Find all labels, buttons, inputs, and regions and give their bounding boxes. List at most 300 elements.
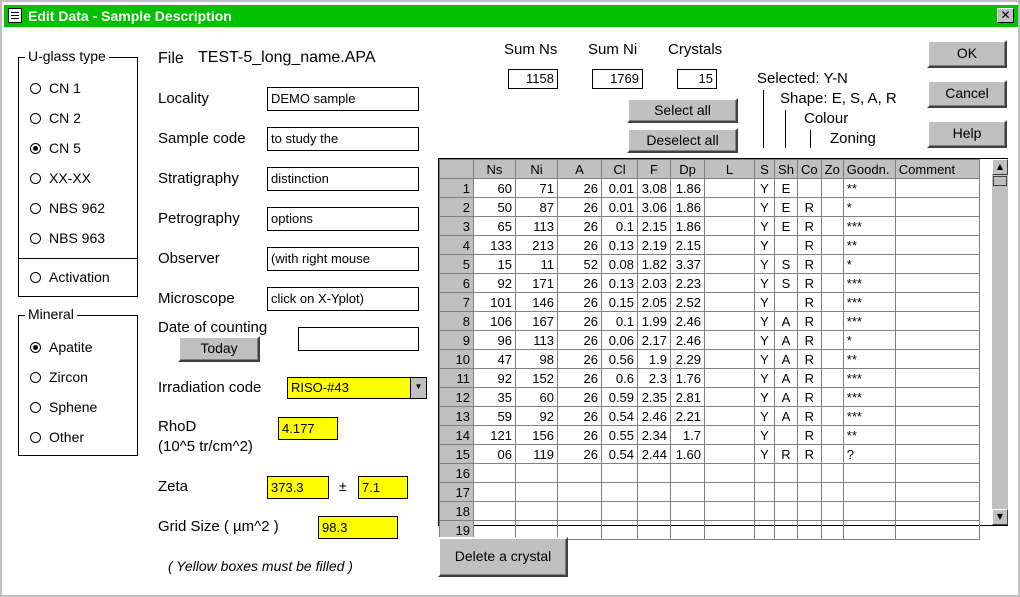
table-cell[interactable] — [895, 521, 979, 540]
table-cell[interactable]: E — [775, 217, 798, 236]
table-cell[interactable]: 2.35 — [638, 388, 671, 407]
table-cell[interactable]: 92 — [516, 407, 558, 426]
table-cell[interactable]: R — [775, 445, 798, 464]
scroll-thumb[interactable] — [993, 176, 1007, 186]
table-cell[interactable]: R — [798, 426, 822, 445]
table-cell[interactable]: 59 — [474, 407, 516, 426]
row-header[interactable]: 11 — [440, 369, 474, 388]
table-cell[interactable]: * — [843, 198, 895, 217]
table-cell[interactable]: 2.3 — [638, 369, 671, 388]
table-cell[interactable] — [895, 388, 979, 407]
table-cell[interactable] — [821, 407, 843, 426]
table-cell[interactable]: 0.55 — [602, 426, 638, 445]
table-cell[interactable]: Y — [755, 293, 775, 312]
table-cell[interactable] — [895, 236, 979, 255]
table-cell[interactable]: * — [843, 331, 895, 350]
table-cell[interactable]: 26 — [558, 445, 602, 464]
table-cell[interactable]: 2.21 — [671, 407, 705, 426]
column-header[interactable]: Ni — [516, 160, 558, 179]
microscope-field[interactable]: click on X-Yplot) — [267, 287, 419, 311]
table-cell[interactable] — [671, 521, 705, 540]
table-cell[interactable] — [798, 521, 822, 540]
table-cell[interactable] — [671, 464, 705, 483]
table-cell[interactable] — [821, 502, 843, 521]
table-cell[interactable] — [755, 502, 775, 521]
table-cell[interactable]: 2.52 — [671, 293, 705, 312]
grid-size-field[interactable]: 98.3 — [318, 516, 398, 539]
table-cell[interactable]: ** — [843, 236, 895, 255]
table-cell[interactable]: 2.34 — [638, 426, 671, 445]
radio-uglass-3[interactable] — [30, 170, 91, 188]
table-cell[interactable] — [895, 369, 979, 388]
column-header[interactable]: Sh — [775, 160, 798, 179]
table-cell[interactable]: R — [798, 388, 822, 407]
table-cell[interactable]: 121 — [474, 426, 516, 445]
table-row[interactable] — [440, 217, 980, 236]
scroll-down-icon[interactable]: ▼ — [992, 509, 1008, 525]
deselect-all-button[interactable]: Deselect all — [627, 128, 738, 153]
table-cell[interactable]: 26 — [558, 179, 602, 198]
row-header[interactable]: 5 — [440, 255, 474, 274]
table-row[interactable] — [440, 331, 980, 350]
table-row[interactable] — [440, 198, 980, 217]
table-cell[interactable] — [895, 179, 979, 198]
radio-uglass-1[interactable] — [30, 110, 81, 128]
table-cell[interactable] — [705, 198, 755, 217]
table-cell[interactable]: Y — [755, 369, 775, 388]
table-cell[interactable] — [705, 331, 755, 350]
table-cell[interactable]: A — [775, 312, 798, 331]
table-cell[interactable]: R — [798, 198, 822, 217]
table-cell[interactable] — [798, 464, 822, 483]
table-cell[interactable]: 50 — [474, 198, 516, 217]
table-cell[interactable] — [798, 502, 822, 521]
scroll-up-icon[interactable]: ▲ — [992, 159, 1008, 175]
table-cell[interactable]: 0.54 — [602, 445, 638, 464]
table-cell[interactable] — [821, 293, 843, 312]
table-cell[interactable]: 0.01 — [602, 198, 638, 217]
table-cell[interactable]: 113 — [516, 217, 558, 236]
vertical-scrollbar[interactable] — [992, 159, 1008, 525]
radio-mineral-1[interactable] — [30, 369, 88, 387]
row-header[interactable]: 18 — [440, 502, 474, 521]
table-cell[interactable]: 1.76 — [671, 369, 705, 388]
table-cell[interactable]: 2.29 — [671, 350, 705, 369]
table-cell[interactable] — [895, 274, 979, 293]
table-cell[interactable]: 1.60 — [671, 445, 705, 464]
table-cell[interactable]: 2.15 — [638, 217, 671, 236]
table-cell[interactable] — [602, 521, 638, 540]
table-cell[interactable] — [671, 483, 705, 502]
table-cell[interactable]: 98 — [516, 350, 558, 369]
table-cell[interactable]: 15 — [474, 255, 516, 274]
table-cell[interactable]: Y — [755, 407, 775, 426]
table-cell[interactable]: 26 — [558, 217, 602, 236]
table-cell[interactable]: 26 — [558, 198, 602, 217]
table-cell[interactable]: 0.54 — [602, 407, 638, 426]
table-row[interactable] — [440, 483, 980, 502]
table-cell[interactable] — [895, 483, 979, 502]
table-cell[interactable]: *** — [843, 369, 895, 388]
table-row[interactable] — [440, 464, 980, 483]
table-cell[interactable]: Y — [755, 350, 775, 369]
row-header[interactable]: 6 — [440, 274, 474, 293]
table-cell[interactable]: 3.06 — [638, 198, 671, 217]
table-cell[interactable]: ** — [843, 179, 895, 198]
table-cell[interactable]: 26 — [558, 369, 602, 388]
table-cell[interactable]: 1.7 — [671, 426, 705, 445]
table-cell[interactable]: R — [798, 274, 822, 293]
table-row[interactable] — [440, 255, 980, 274]
table-cell[interactable] — [755, 521, 775, 540]
table-cell[interactable]: S — [775, 255, 798, 274]
table-cell[interactable]: 60 — [516, 388, 558, 407]
table-cell[interactable] — [671, 502, 705, 521]
table-cell[interactable]: 26 — [558, 293, 602, 312]
table-cell[interactable]: A — [775, 369, 798, 388]
table-cell[interactable] — [602, 464, 638, 483]
table-cell[interactable]: 101 — [474, 293, 516, 312]
table-cell[interactable] — [602, 483, 638, 502]
row-header[interactable]: 3 — [440, 217, 474, 236]
radio-uglass-2[interactable] — [30, 140, 81, 158]
table-cell[interactable]: 213 — [516, 236, 558, 255]
table-cell[interactable]: S — [775, 274, 798, 293]
row-header[interactable]: 12 — [440, 388, 474, 407]
table-cell[interactable]: 96 — [474, 331, 516, 350]
table-cell[interactable]: 11 — [516, 255, 558, 274]
table-cell[interactable]: 1.82 — [638, 255, 671, 274]
table-cell[interactable] — [705, 502, 755, 521]
table-cell[interactable]: 26 — [558, 350, 602, 369]
row-header[interactable]: 17 — [440, 483, 474, 502]
column-header[interactable]: F — [638, 160, 671, 179]
table-cell[interactable] — [474, 464, 516, 483]
table-cell[interactable]: *** — [843, 217, 895, 236]
table-cell[interactable] — [705, 312, 755, 331]
table-cell[interactable]: *** — [843, 293, 895, 312]
table-cell[interactable] — [821, 274, 843, 293]
column-header[interactable]: L — [705, 160, 755, 179]
table-cell[interactable] — [775, 483, 798, 502]
table-cell[interactable] — [821, 236, 843, 255]
table-cell[interactable] — [775, 521, 798, 540]
table-cell[interactable]: 133 — [474, 236, 516, 255]
table-cell[interactable]: 71 — [516, 179, 558, 198]
table-cell[interactable] — [638, 521, 671, 540]
table-cell[interactable] — [895, 331, 979, 350]
table-cell[interactable]: 92 — [474, 274, 516, 293]
table-cell[interactable] — [821, 331, 843, 350]
locality-field[interactable]: DEMO sample — [267, 87, 419, 111]
table-cell[interactable]: 146 — [516, 293, 558, 312]
table-cell[interactable]: R — [798, 331, 822, 350]
irradiation-combo[interactable] — [287, 377, 427, 399]
table-cell[interactable]: 167 — [516, 312, 558, 331]
table-cell[interactable] — [843, 483, 895, 502]
row-header[interactable]: 10 — [440, 350, 474, 369]
table-cell[interactable] — [821, 312, 843, 331]
table-cell[interactable]: 1.99 — [638, 312, 671, 331]
table-cell[interactable]: 26 — [558, 426, 602, 445]
chevron-down-icon[interactable]: ▼ — [410, 378, 426, 398]
table-cell[interactable]: 26 — [558, 388, 602, 407]
table-cell[interactable]: Y — [755, 274, 775, 293]
table-row[interactable] — [440, 293, 980, 312]
help-button[interactable]: Help — [927, 120, 1007, 148]
table-cell[interactable] — [895, 407, 979, 426]
table-cell[interactable]: 119 — [516, 445, 558, 464]
table-cell[interactable] — [705, 407, 755, 426]
observer-field[interactable]: (with right mouse — [267, 247, 419, 271]
table-cell[interactable]: A — [775, 388, 798, 407]
table-cell[interactable]: 52 — [558, 255, 602, 274]
table-row[interactable] — [440, 502, 980, 521]
column-header[interactable]: Ns — [474, 160, 516, 179]
table-cell[interactable]: 1.86 — [671, 198, 705, 217]
today-button[interactable]: Today — [178, 336, 260, 362]
table-cell[interactable]: R — [798, 312, 822, 331]
table-cell[interactable]: *** — [843, 274, 895, 293]
table-cell[interactable] — [705, 445, 755, 464]
table-cell[interactable] — [705, 236, 755, 255]
table-cell[interactable] — [821, 464, 843, 483]
row-header[interactable]: 9 — [440, 331, 474, 350]
table-cell[interactable]: R — [798, 445, 822, 464]
table-cell[interactable]: 06 — [474, 445, 516, 464]
table-cell[interactable]: E — [775, 179, 798, 198]
table-cell[interactable] — [755, 483, 775, 502]
table-cell[interactable] — [895, 293, 979, 312]
table-cell[interactable] — [821, 255, 843, 274]
table-cell[interactable]: 2.46 — [671, 312, 705, 331]
radio-uglass-0[interactable] — [30, 80, 81, 98]
table-cell[interactable] — [821, 179, 843, 198]
table-cell[interactable]: 2.44 — [638, 445, 671, 464]
table-cell[interactable]: *** — [843, 407, 895, 426]
table-cell[interactable] — [821, 521, 843, 540]
table-cell[interactable]: Y — [755, 217, 775, 236]
table-cell[interactable] — [895, 464, 979, 483]
table-cell[interactable]: 1.9 — [638, 350, 671, 369]
table-cell[interactable]: A — [775, 331, 798, 350]
table-cell[interactable]: 113 — [516, 331, 558, 350]
table-cell[interactable] — [705, 521, 755, 540]
radio-uglass-4[interactable] — [30, 200, 105, 218]
table-cell[interactable]: 171 — [516, 274, 558, 293]
table-cell[interactable] — [638, 483, 671, 502]
table-cell[interactable] — [775, 502, 798, 521]
petrography-field[interactable]: options — [267, 207, 419, 231]
column-header[interactable]: A — [558, 160, 602, 179]
table-cell[interactable] — [895, 217, 979, 236]
table-cell[interactable]: R — [798, 236, 822, 255]
table-cell[interactable] — [474, 502, 516, 521]
table-cell[interactable]: 1.86 — [671, 179, 705, 198]
table-cell[interactable] — [821, 483, 843, 502]
table-cell[interactable] — [895, 445, 979, 464]
table-cell[interactable]: 2.03 — [638, 274, 671, 293]
table-cell[interactable] — [705, 293, 755, 312]
table-cell[interactable]: R — [798, 407, 822, 426]
table-cell[interactable] — [705, 388, 755, 407]
radio-mineral-2[interactable] — [30, 399, 97, 417]
date-field[interactable] — [298, 327, 419, 351]
table-cell[interactable] — [558, 464, 602, 483]
table-cell[interactable]: 0.59 — [602, 388, 638, 407]
stratigraphy-field[interactable]: distinction — [267, 167, 419, 191]
table-cell[interactable] — [755, 464, 775, 483]
table-cell[interactable] — [843, 521, 895, 540]
rhod-field[interactable]: 4.177 — [278, 417, 338, 440]
table-cell[interactable] — [775, 464, 798, 483]
column-header[interactable]: Zo — [821, 160, 843, 179]
table-cell[interactable]: R — [798, 255, 822, 274]
table-cell[interactable] — [516, 464, 558, 483]
table-cell[interactable] — [705, 217, 755, 236]
radio-activation[interactable] — [30, 269, 110, 287]
column-header[interactable]: Dp — [671, 160, 705, 179]
table-cell[interactable]: 92 — [474, 369, 516, 388]
table-cell[interactable] — [558, 502, 602, 521]
table-cell[interactable]: 2.17 — [638, 331, 671, 350]
table-cell[interactable] — [705, 464, 755, 483]
select-all-button[interactable]: Select all — [627, 98, 738, 123]
table-cell[interactable] — [895, 350, 979, 369]
table-cell[interactable] — [638, 502, 671, 521]
table-cell[interactable]: 26 — [558, 312, 602, 331]
row-header[interactable]: 16 — [440, 464, 474, 483]
table-row[interactable] — [440, 445, 980, 464]
table-cell[interactable]: Y — [755, 236, 775, 255]
table-cell[interactable]: R — [798, 369, 822, 388]
table-cell[interactable]: 0.15 — [602, 293, 638, 312]
table-cell[interactable] — [775, 236, 798, 255]
table-cell[interactable] — [843, 502, 895, 521]
radio-uglass-5[interactable] — [30, 230, 105, 248]
row-header[interactable]: 8 — [440, 312, 474, 331]
table-cell[interactable]: *** — [843, 312, 895, 331]
table-cell[interactable]: 1.86 — [671, 217, 705, 236]
table-cell[interactable]: 0.01 — [602, 179, 638, 198]
table-cell[interactable] — [705, 483, 755, 502]
row-header[interactable]: 7 — [440, 293, 474, 312]
row-header[interactable]: 19 — [440, 521, 474, 540]
table-cell[interactable] — [516, 502, 558, 521]
table-cell[interactable]: 26 — [558, 274, 602, 293]
table-cell[interactable] — [895, 198, 979, 217]
table-cell[interactable] — [895, 426, 979, 445]
table-cell[interactable] — [843, 464, 895, 483]
radio-mineral-0[interactable] — [30, 339, 93, 357]
column-header[interactable]: Co — [798, 160, 822, 179]
table-cell[interactable]: 0.13 — [602, 274, 638, 293]
table-cell[interactable]: ** — [843, 426, 895, 445]
table-cell[interactable]: 2.19 — [638, 236, 671, 255]
table-row[interactable] — [440, 407, 980, 426]
table-cell[interactable]: 0.1 — [602, 312, 638, 331]
delete-crystal-button[interactable]: Delete a crystal — [438, 537, 568, 577]
zeta-error-field[interactable]: 7.1 — [358, 476, 408, 499]
table-cell[interactable]: R — [798, 350, 822, 369]
table-cell[interactable] — [895, 312, 979, 331]
table-row[interactable] — [440, 388, 980, 407]
table-cell[interactable]: Y — [755, 445, 775, 464]
table-cell[interactable]: 156 — [516, 426, 558, 445]
row-header[interactable]: 13 — [440, 407, 474, 426]
table-row[interactable] — [440, 236, 980, 255]
crystal-grid[interactable] — [438, 158, 1008, 538]
table-cell[interactable]: 3.37 — [671, 255, 705, 274]
table-cell[interactable]: ? — [843, 445, 895, 464]
table-cell[interactable]: 26 — [558, 331, 602, 350]
table-cell[interactable]: 2.05 — [638, 293, 671, 312]
table-cell[interactable] — [821, 350, 843, 369]
table-cell[interactable]: 47 — [474, 350, 516, 369]
table-cell[interactable]: 152 — [516, 369, 558, 388]
table-cell[interactable] — [821, 388, 843, 407]
table-cell[interactable]: Y — [755, 331, 775, 350]
table-cell[interactable] — [821, 369, 843, 388]
table-cell[interactable]: * — [843, 255, 895, 274]
table-cell[interactable]: 87 — [516, 198, 558, 217]
table-cell[interactable]: Y — [755, 179, 775, 198]
table-row[interactable] — [440, 312, 980, 331]
table-cell[interactable]: ** — [843, 350, 895, 369]
table-cell[interactable] — [705, 274, 755, 293]
table-cell[interactable] — [775, 426, 798, 445]
table-cell[interactable] — [516, 483, 558, 502]
table-cell[interactable]: 2.15 — [671, 236, 705, 255]
table-cell[interactable] — [705, 179, 755, 198]
table-cell[interactable]: R — [798, 217, 822, 236]
table-cell[interactable]: 65 — [474, 217, 516, 236]
cancel-button[interactable]: Cancel — [927, 80, 1007, 108]
table-cell[interactable] — [775, 293, 798, 312]
row-header[interactable]: 1 — [440, 179, 474, 198]
table-cell[interactable]: *** — [843, 388, 895, 407]
sample-code-field[interactable]: to study the — [267, 127, 419, 151]
table-cell[interactable]: E — [775, 198, 798, 217]
table-cell[interactable]: 26 — [558, 236, 602, 255]
table-row[interactable] — [440, 426, 980, 445]
table-cell[interactable]: 60 — [474, 179, 516, 198]
table-cell[interactable]: 2.46 — [671, 331, 705, 350]
table-cell[interactable] — [798, 483, 822, 502]
table-cell[interactable]: 3.08 — [638, 179, 671, 198]
row-header[interactable]: 15 — [440, 445, 474, 464]
table-cell[interactable]: 0.13 — [602, 236, 638, 255]
table-cell[interactable] — [895, 255, 979, 274]
table-cell[interactable] — [474, 483, 516, 502]
row-header[interactable]: 14 — [440, 426, 474, 445]
table-cell[interactable] — [798, 179, 822, 198]
table-row[interactable] — [440, 274, 980, 293]
table-cell[interactable] — [705, 426, 755, 445]
row-header[interactable]: 4 — [440, 236, 474, 255]
table-cell[interactable] — [602, 502, 638, 521]
table-cell[interactable]: 2.81 — [671, 388, 705, 407]
table-cell[interactable]: 0.08 — [602, 255, 638, 274]
column-header[interactable]: Cl — [602, 160, 638, 179]
column-header[interactable]: S — [755, 160, 775, 179]
table-cell[interactable]: Y — [755, 198, 775, 217]
table-cell[interactable]: Y — [755, 388, 775, 407]
row-header[interactable]: 2 — [440, 198, 474, 217]
table-cell[interactable]: 26 — [558, 407, 602, 426]
close-button[interactable]: ✕ — [997, 8, 1014, 23]
table-cell[interactable]: 0.06 — [602, 331, 638, 350]
